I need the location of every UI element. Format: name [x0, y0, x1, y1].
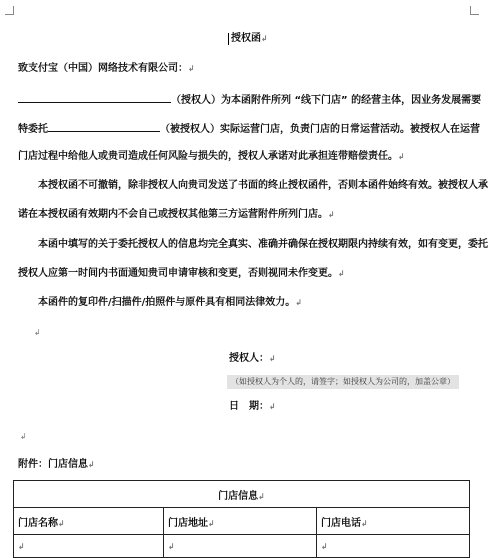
empty-paragraph-mark-2: ↲ — [20, 432, 27, 441]
text-cursor — [228, 33, 229, 45]
margin-corner-mark-left — [5, 6, 14, 15]
header-store-name[interactable]: 门店名称↲ — [14, 508, 164, 535]
authorizer-blank[interactable] — [18, 92, 171, 103]
paragraph-3-line-2[interactable]: 授权人应第一时间内书面通知贵司申请审核和变更，否则视同未作变更。↲ — [18, 268, 345, 279]
empty-paragraph-mark: ↲ — [34, 328, 41, 337]
margin-corner-mark-right — [470, 6, 479, 15]
header-store-phone[interactable]: 门店电话↲ — [317, 508, 470, 535]
paragraph-4[interactable]: 本函件的复印件/扫描件/拍照件与原件具有相同法律效力。↲ — [38, 297, 303, 308]
cell-store-phone[interactable]: ↲ — [317, 535, 470, 558]
store-info-table — [13, 480, 470, 558]
paragraph-1-line-3[interactable]: 门店过程中给他人或贵司造成任何风险与损失的，授权人承诺对此承担连带赔偿责任。↲ — [18, 151, 405, 162]
document-title[interactable]: 授权函↲ — [231, 33, 268, 44]
signer-note[interactable]: （如授权人为个人的，请签字；如授权人为公司的，加盖公章） — [227, 375, 459, 389]
date-label[interactable]: 日 期：↲ — [229, 401, 276, 412]
table-row — [14, 535, 470, 558]
paragraph-2-line-2[interactable]: 诺在本授权函有效期内不会自己或授权其他第三方运营附件所列门店。↲ — [18, 209, 335, 220]
paragraph-3-line-1[interactable]: 本函中填写的关于委托授权人的信息均完全真实、准确并确保在授权期限内持续有效，如有变更，委托 — [38, 239, 488, 250]
table-title-row — [14, 481, 470, 508]
paragraph-1-line-2[interactable]: 特委托 （被授权人）实际运营门店，负责门店的日常运营活动。被授权人在运营 — [18, 121, 480, 137]
paragraph-1-line-1[interactable]: （授权人）为本函附件所列 “线下门店” 的经营主体，因业务发展需要 — [18, 92, 481, 108]
header-store-address[interactable]: 门店地址↲ — [164, 508, 317, 535]
cell-store-name[interactable]: ↲ — [14, 535, 164, 558]
table-title-cell[interactable]: 门店信息↲ — [14, 481, 470, 508]
authorized-party-blank[interactable] — [48, 121, 160, 132]
attachment-label[interactable]: 附件：门店信息↲ — [18, 459, 95, 470]
cell-store-address[interactable]: ↲ — [164, 535, 317, 558]
salutation[interactable]: 致支付宝（中国）网络技术有限公司：↲ — [18, 63, 195, 74]
paragraph-2-line-1[interactable]: 本授权函不可撤销，除非授权人向贵司发送了书面的终止授权函件，否则本函件始终有效。被授权人承 — [38, 180, 488, 191]
signer-label[interactable]: 授权人：↲ — [229, 353, 276, 364]
table-header-row — [14, 508, 470, 535]
